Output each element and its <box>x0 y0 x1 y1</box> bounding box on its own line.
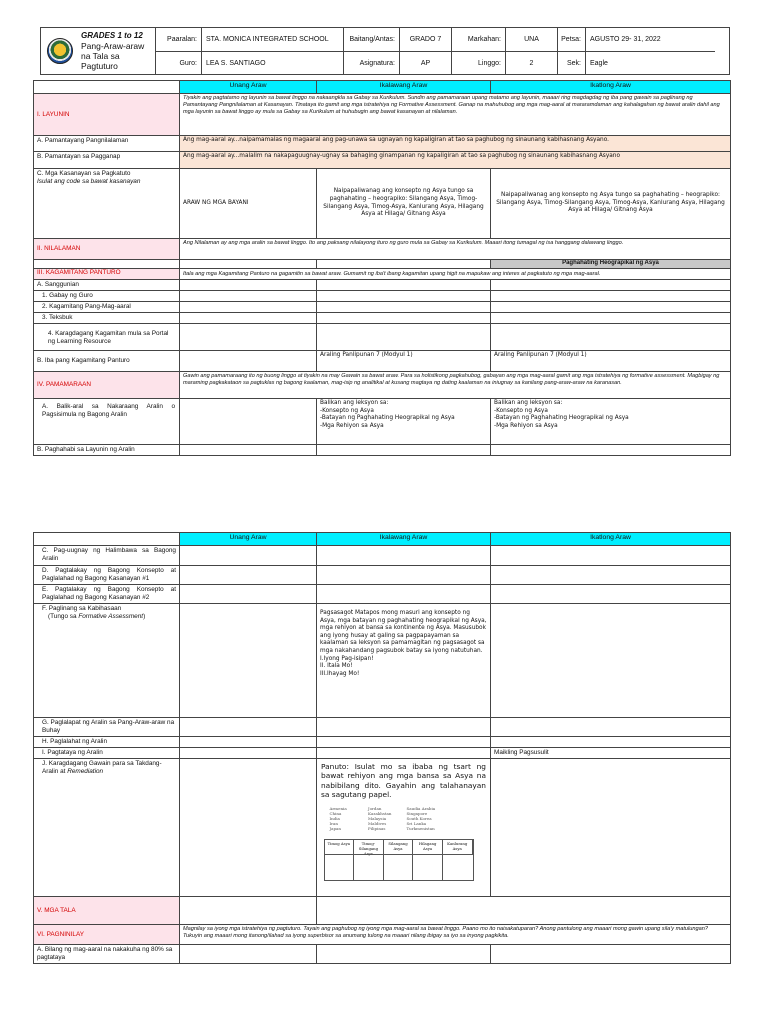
pagtataya-label: I. Pagtataya ng Aralin <box>34 748 180 759</box>
guro-value: LEA S. SANTIAGO <box>201 51 343 74</box>
pamamaraan-note: Gawin ang pamamaraang ito ng buong linggo at tiyakin na may Gawain sa bawat araw. Para sa holistikong pagkahubog, gabayan ang mga mag-aaral gamit ang mga istratehiya ng formative assessment. Magbigay ng maraming pagkakataon sa pagtuklas ng bagong kaalaman, mag-isip ng analitikal at kusang magtaya ng dating kaalaman na iniugnay sa kanilang pang-araw-araw na karanasan. <box>180 372 731 399</box>
kasanayan-cell <box>34 169 180 239</box>
markahan-label: Markahan: <box>451 28 505 51</box>
kasanayan-day2: Naipapaliwanag ang konsepto ng Asya tungo sa paghahating – heograpiko: Silangang Asya, Timog-Silangang Asya, Timog-Asya, Kanlurang Asya, Hilagang Asya at Hilaga/ Gitnang Asya <box>317 169 491 239</box>
baitang-value: GRADO 7 <box>399 28 451 51</box>
region-table: Timog Asya Timog-Silangang Asya Silangang Asya Hilagang Asya Kanlurang Asya <box>324 839 474 881</box>
day-3-header: Ikatlong Araw <box>491 81 731 94</box>
paghahabi-label: B. Paghahabi sa Layunin ng Aralin <box>34 445 180 456</box>
paglinang-day2: Pagsasagot Matapos mong masuri ang konsepto ng Asya, mga batayan ng paghahating heograpikal ng Asya, mga rehiyon at bansa sa kontinente ng Asya. Masusubok ang iyong husay at galing sa pagpapayaman sa kaalaman sa leksyon sa pamamagitan ng pagsasagot sa mga nakahandang pagsubok batay sa iyong natutuhan. I.Iyong Pag-isipan! II. Itala Mo! III.Ihayag Mo! <box>317 604 491 718</box>
paglinang-label: F. Paglinang sa Kabihasaan <box>42 605 122 612</box>
deped-seal-logo <box>47 38 73 64</box>
pagninilay-heading: VI. PAGNINILAY <box>34 925 180 945</box>
asignatura-label: Asignatura: <box>343 51 399 74</box>
petsa-label: Petsa: <box>557 28 585 51</box>
baitang-label: Baitang/Antas: <box>343 28 399 51</box>
sanggunian-label: A. Sanggunian <box>34 280 180 291</box>
nilalaman-heading: II. NILALAMAN <box>34 239 180 260</box>
pamamaraan-heading: IV. PAMAMARAAN <box>34 372 180 399</box>
paglalahat-label: H. Paglalahat ng Aralin <box>34 737 180 748</box>
topic-band-day3: Paghahating Heograpikal ng Asya <box>491 260 731 269</box>
brand <box>41 28 155 74</box>
paglinang-cell: F. Paglinang sa Kabihasaan (Tungo sa Formative Assessment) <box>34 604 180 718</box>
balik-aral-label: A. Balik-aral sa Nakaraang Aralin o Pagsisimula ng Bagong Aralin <box>34 399 180 445</box>
dll-table-2 <box>33 532 731 964</box>
region-chart-picture <box>324 806 484 881</box>
paaralan-value: STA. MONICA INTEGRATED SCHOOL <box>201 28 343 51</box>
tala-heading: V. MGA TALA <box>34 897 180 925</box>
linggo-label: Linggo: <box>451 51 505 74</box>
iba-pang-kagamitan-day3: Araling Panlipunan 7 (Modyul 1) <box>491 351 731 372</box>
paglalapat-label: G. Paglalapat ng Aralin sa Pang-Araw-araw na Buhay <box>34 718 180 737</box>
balik-aral-day2: Balikan ang leksyon sa: -Konsepto ng Asya -Batayan ng Paghahating Heograpikal ng Asya -Mga Rehiyon sa Asya <box>317 399 491 445</box>
day-3-header-2: Ikatlong Araw <box>491 533 731 546</box>
layunin-heading: I. LAYUNIN <box>34 94 180 136</box>
paaralan-label: Paaralan: <box>155 28 201 51</box>
guro-label: Guro: <box>155 51 201 74</box>
kasanayan-label: C. Mga Kasanayan sa Pagkatuto <box>37 170 131 177</box>
nilalaman-note: Ang Nilalaman ay ang mga aralin sa bawat linggo. Ito ang paksang nilalayong ituro ng guro mula sa Gabay sa Kurikulum. Maaari itong tumagal ng isa hanggang dalawang linggo. <box>180 239 731 260</box>
country-list: Armenia Jordan Saudia Arabia China Kazakhstan Singapore India Malaysia South Korea Iran Maldives Sri Lanka Japan Pilipinas Turkmenistan <box>329 805 436 831</box>
header-fields <box>155 28 729 74</box>
pamantayang-pangnilalaman-text: Ang mag-aaral ay...naipamamalas ng magaaral ang pag-unawa sa ugnayan ng kapaligiran at tao sa paghubog ng sinaunang kabihasnang Asyano. <box>180 136 731 152</box>
gabay-ng-guro-label: 1. Gabay ng Guro <box>34 291 180 302</box>
kasanayan-sub: Isulat ang code sa bawat kasanayan <box>37 178 141 185</box>
petsa-value: AGUSTO 29- 31, 2022 <box>585 28 715 51</box>
markahan-value: UNA <box>505 28 557 51</box>
sek-label: Sek: <box>557 51 585 74</box>
kagamitan-note: Itala ang mga Kagamitang Panturo na gagamitin sa bawat araw. Gumamit ng iba't ibang kagamitan upang higit na mapukaw ang interes at pagkatuto ng mga mag-aaral. <box>180 269 731 280</box>
kasanayan-day3: Naipapaliwanag ang konsepto ng Asya tungo sa paghahating – heograpiko: Silangang Asya, Timog-Silangang Asya, Timog-Asya, Kanlurang Asya, Hilagang Asya at Hilaga/ Gitnang Asya <box>491 169 731 239</box>
pagtalakay-1-label: D. Pagtalakay ng Bagong Konsepto at Paglalahad ng Bagong Kasanayan #1 <box>34 566 180 585</box>
kagamitang-pang-mag-aaral-label: 2. Kagamitang Pang-Mag-aaral <box>34 302 180 313</box>
pagtalakay-2-label: E. Pagtalakay ng Bagong Konsepto at Paglalahad ng Bagong Kasanayan #2 <box>34 585 180 604</box>
iba-pang-kagamitan-label: B. Iba pang Kagamitang Panturo <box>34 351 180 372</box>
day-1-header-2: Unang Araw <box>180 533 317 546</box>
form-title: Pang-Araw-araw na Tala sa Pagtuturo <box>81 41 145 71</box>
portal-lr-label: 4. Karagdagang Kagamitan mula sa Portal ng Learning Resource <box>34 324 180 351</box>
takdang-aralin-day2: Panuto: Isulat mo sa ibaba ng tsart ng bawat rehiyon ang mga bansa sa Asya na nabibilang dito. Gayahin ang talahanayan sa sagutang papel. Armenia Jordan Saudia Arabia China Kazakhstan Singapore India Malaysia South Korea Iran Maldives Sri Lanka Japan Pilipinas Turkmenistan Timog Asya Timog-Silangang Asya Silangang Asya Hilagang Asya Kanlurang Asya <box>317 759 491 897</box>
day-1-header: Unang Araw <box>180 81 317 94</box>
asignatura-value: AP <box>399 51 451 74</box>
dll-table-1 <box>33 80 731 456</box>
kasanayan-day1: ARAW NG MGA BAYANI <box>180 169 317 239</box>
bilang-label: A. Bilang ng mag-aaral na nakakuha ng 80% sa pagtataya <box>34 945 180 964</box>
linggo-value: 2 <box>505 51 557 74</box>
day-header-row <box>34 81 731 94</box>
iba-pang-kagamitan-day2: Araling Panlipunan 7 (Modyul 1) <box>317 351 491 372</box>
pag-uugnay-label: C. Pag-uugnay ng Halimbawa sa Bagong Aralin <box>34 546 180 566</box>
pamantayang-pangnilalaman-label: A. Pamantayang Pangnilalaman <box>34 136 180 152</box>
sek-value: Eagle <box>585 51 715 74</box>
pagtataya-day3: Maikling Pagsusulit <box>491 748 731 759</box>
teksbuk-label: 3. Teksbuk <box>34 313 180 324</box>
pamantayan-sa-pagganap-label: B. Pamantayan sa Pagganap <box>34 152 180 169</box>
grades-label: GRADES 1 to 12 <box>81 31 143 40</box>
kagamitan-heading: III. KAGAMITANG PANTURO <box>34 269 180 280</box>
day-2-header: Ikalawang Araw <box>317 81 491 94</box>
pagninilay-note: Magnilay sa iyong mga istratehiya ng pagtuturo. Tayain ang paghubog ng iyong mga mag-aaral sa bawat linggo. Paano mo ito naisakatuparan? Anong pantulong ang maaari mong gawin upang sila'y matulungan? Tukuyin ang maaari mong itanong/ilahad sa iyong superbisor sa anumang tulong na maaari nilang ibigay sa iyo sa inyong pagkikita. <box>180 925 731 945</box>
header-box <box>40 27 730 75</box>
takdang-aralin-cell: J. Karagdagang Gawain para sa Takdang-Aralin at Remediation <box>34 759 180 897</box>
balik-aral-day3: Balikan ang leksyon sa: -Konsepto ng Asya -Batayan ng Paghahating Heograpikal ng Asya -Mga Rehiyon sa Asya <box>491 399 731 445</box>
pamantayan-sa-pagganap-text: Ang mag-aaral ay...malalim na nakapaguugnay-ugnay sa bahaging ginampanan ng kapaligiran at tao sa paghubog ng sinaunang kabihasnang Asyano <box>180 152 731 169</box>
layunin-note: Tiyakin ang pagtatamo ng layunin sa bawat linggo na nakaangkla sa Gabay sa Kurikulum. Sundin ang pamamaraan upang matamo ang layunin, maaari ring magdagdag ng iba pang gawain sa paglinang ng Pamantayang Pangnilalaman at Kasanayan. Tinataya ito gamit ang mga istratehiya ng Formative Assessment. Ganap na mahuhubog ang mga mag-aaral at mararamdaman ang kahalagahan ng bawat aralin dahil ang mga layunin sa bawat linggo ay mula sa Gabay sa Kurikulum at huhubugin ang bawat kasanayan at nilalaman. <box>180 94 731 136</box>
day-2-header-2: Ikalawang Araw <box>317 533 491 546</box>
